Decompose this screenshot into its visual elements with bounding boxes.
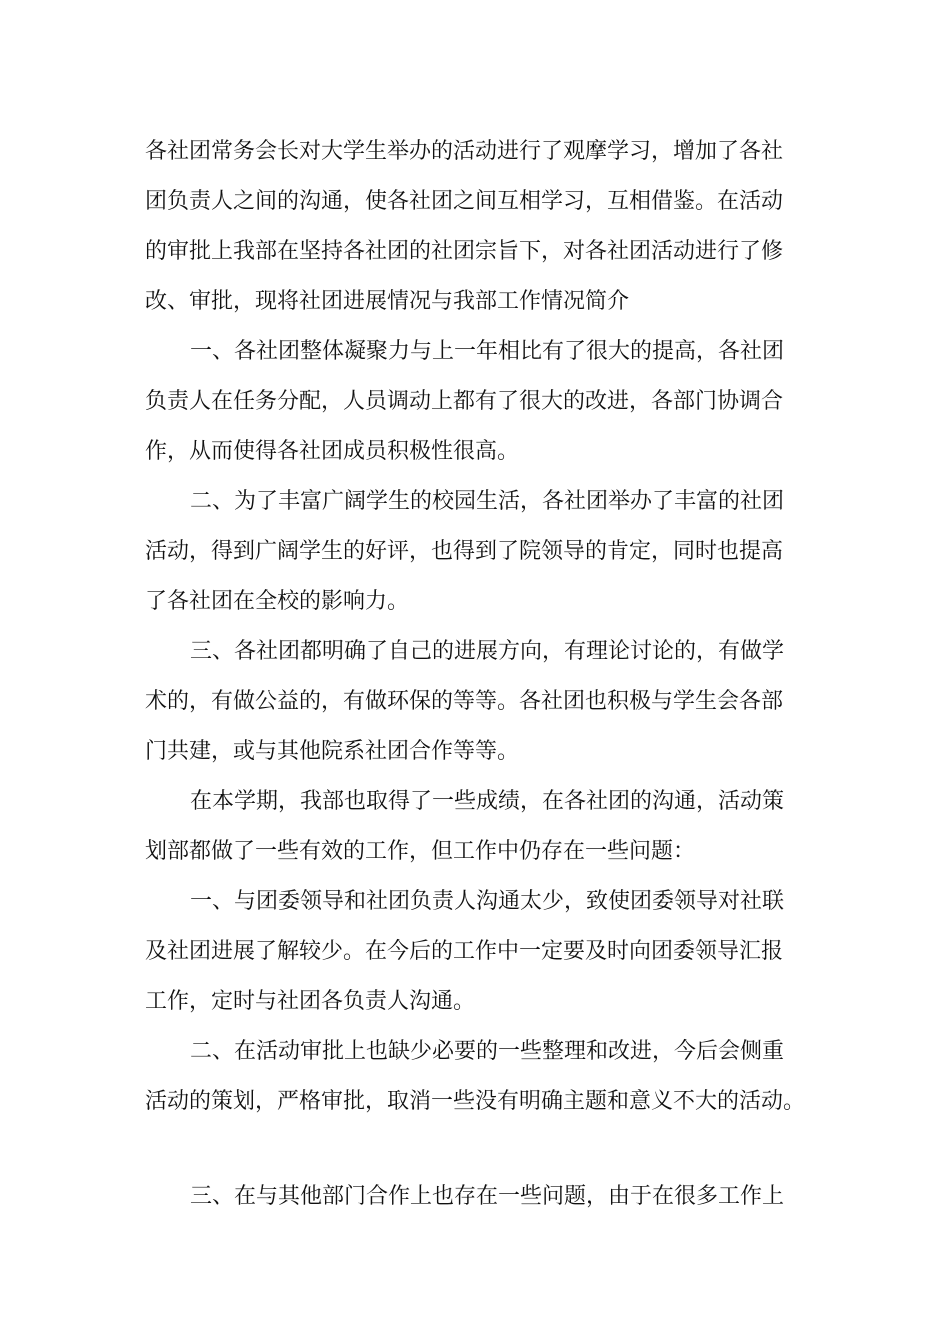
text-line: 划部都做了一些有效的工作，但工作中仍存在一些问题： xyxy=(145,839,696,864)
text-line: 了各社团在全校的影响力。 xyxy=(145,589,410,614)
text-line: 及社团进展了解较少。在今后的工作中一定要及时向团委领导汇报 xyxy=(145,939,784,964)
text-line: 三、各社团都明确了自己的进展方向，有理论讨论的，有做学 xyxy=(190,639,785,664)
text-line: 作，从而使得各社团成员积极性很高。 xyxy=(145,439,520,464)
text-line: 改、审批，现将社团进展情况与我部工作情况简介 xyxy=(145,289,630,314)
text-line: 负责人在任务分配，人员调动上都有了很大的改进，各部门协调合 xyxy=(145,389,784,414)
text-line: 活动，得到广阔学生的好评，也得到了院领导的肯定，同时也提高 xyxy=(145,539,784,564)
text-line: 一、各社团整体凝聚力与上一年相比有了很大的提高，各社团 xyxy=(190,339,785,364)
text-line: 团负责人之间的沟通，使各社团之间互相学习，互相借鉴。在活动 xyxy=(145,189,784,214)
text-line: 在本学期，我部也取得了一些成绩，在各社团的沟通，活动策 xyxy=(190,789,785,814)
text-line: 术的，有做公益的，有做环保的等等。各社团也积极与学生会各部 xyxy=(145,689,784,714)
text-line: 一、与团委领导和社团负责人沟通太少，致使团委领导对社联 xyxy=(190,889,785,914)
text-line: 二、在活动审批上也缺少必要的一些整理和改进，今后会侧重 xyxy=(190,1039,785,1064)
text-line: 工作，定时与社团各负责人沟通。 xyxy=(145,989,476,1014)
text-line: 的审批上我部在坚持各社团的社团宗旨下，对各社团活动进行了修 xyxy=(145,239,784,264)
text-line: 各社团常务会长对大学生举办的活动进行了观摩学习，增加了各社 xyxy=(145,139,784,164)
text-line: 三、在与其他部门合作上也存在一些问题，由于在很多工作上 xyxy=(190,1184,785,1209)
text-line: 活动的策划，严格审批，取消一些没有明确主题和意义不大的活动。 xyxy=(145,1089,806,1114)
text-line: 二、为了丰富广阔学生的校园生活，各社团举办了丰富的社团 xyxy=(190,489,785,514)
text-line: 门共建，或与其他院系社团合作等等。 xyxy=(145,739,520,764)
